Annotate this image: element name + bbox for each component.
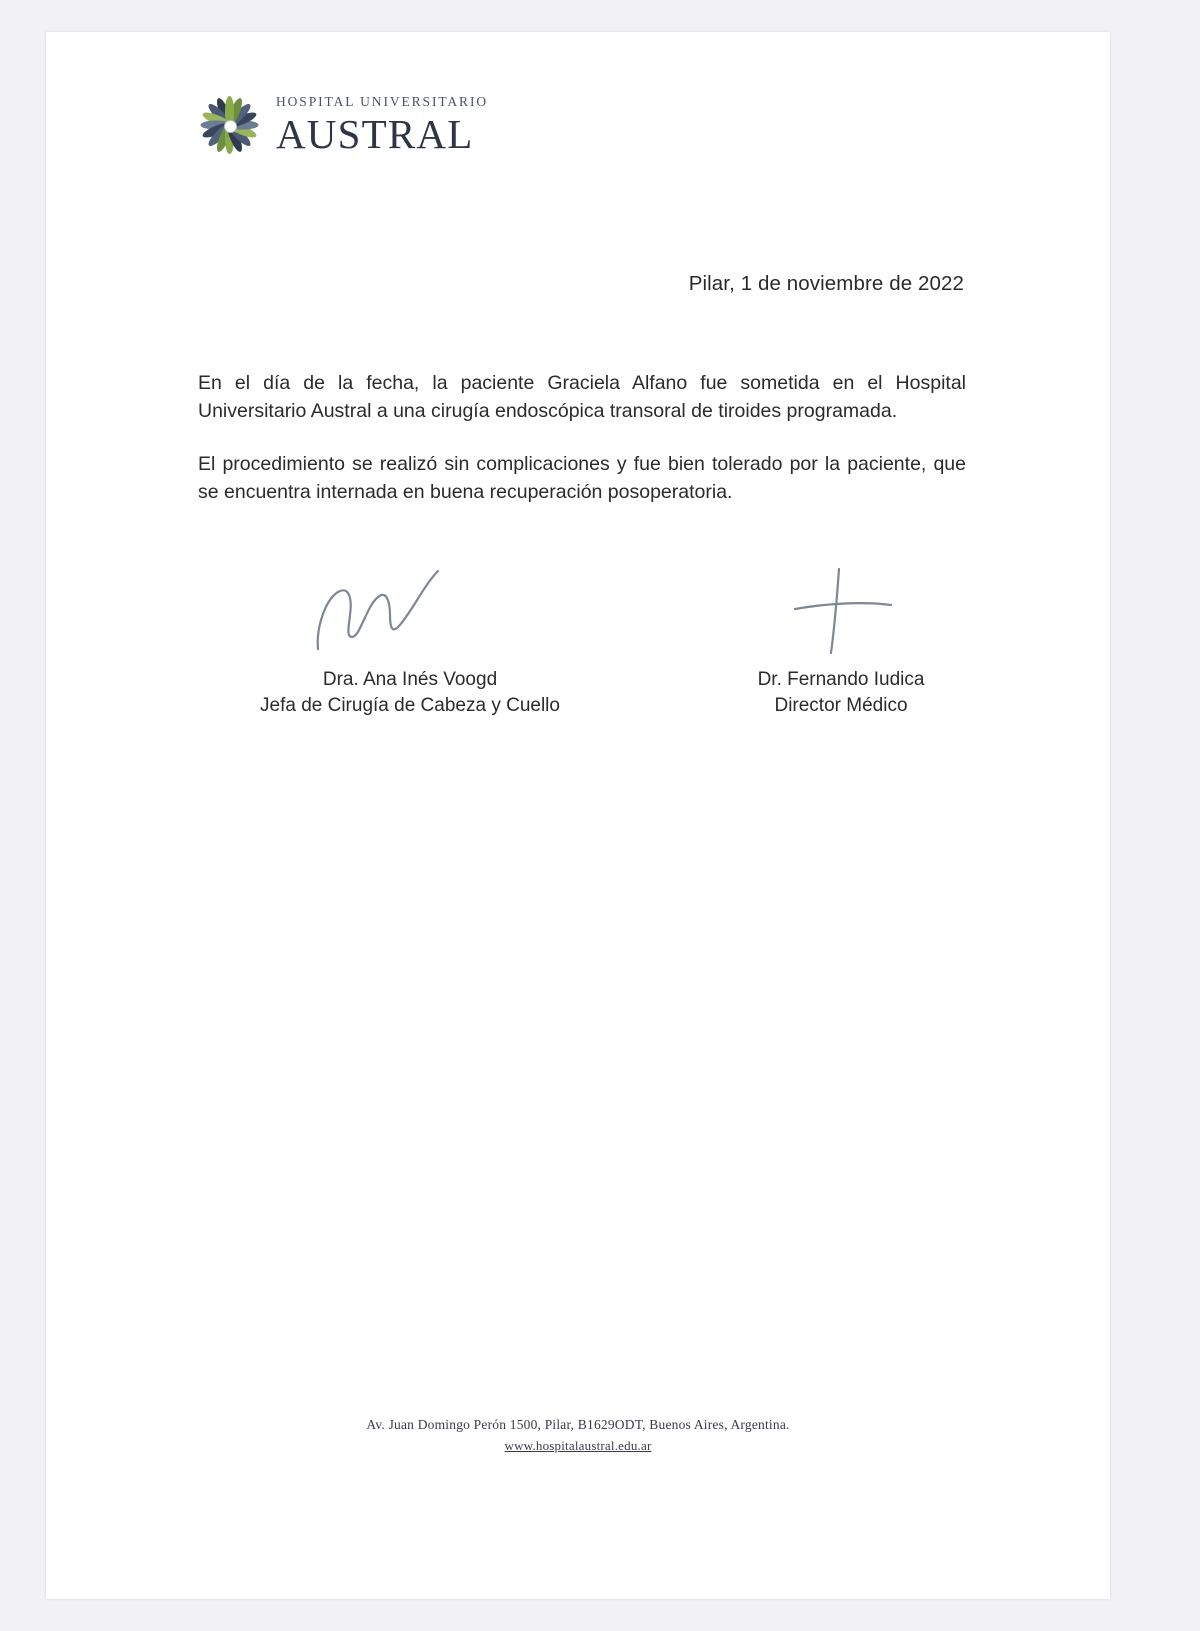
footer-address: Av. Juan Domingo Perón 1500, Pilar, B1629ODT, Buenos Aires, Argentina. <box>366 1417 790 1432</box>
brand-text <box>276 95 488 155</box>
signature-name-right: Dr. Fernando Iudica <box>757 669 925 690</box>
signature-role-right: Director Médico <box>774 694 908 716</box>
brand-subtitle: HOSPITAL UNIVERSITARIO <box>276 94 489 110</box>
signature-role-left: Jefa de Cirugía de Cabeza y Cuello <box>260 694 560 716</box>
austral-flower-logo-icon <box>196 92 262 158</box>
signature-block-left <box>230 557 590 719</box>
page-footer <box>46 1417 1110 1454</box>
letter-page <box>46 32 1110 1599</box>
footer-website[interactable]: www.hospitalaustral.edu.ar <box>504 1438 652 1453</box>
letterhead <box>196 92 488 158</box>
signature-area <box>198 557 988 787</box>
body-paragraph-2: El procedimiento se realizó sin complicaciones y fue bien tolerado por la paciente, que se encuentra internada en buena recuperación posoperatoria. <box>198 453 966 504</box>
document-date: Pilar, 1 de noviembre de 2022 <box>688 272 964 295</box>
handwritten-signature-icon <box>230 557 590 667</box>
logo-core <box>224 120 237 133</box>
document-body <box>198 370 966 507</box>
body-paragraph-1: En el día de la fecha, la paciente Graciela Alfano fue sometida en el Hospital Universitario Austral a una cirugía endoscópica transoral de tiroides programada. <box>198 372 966 422</box>
handwritten-cross-signature-icon <box>686 557 996 667</box>
brand-title: AUSTRAL <box>276 110 474 157</box>
signature-block-right <box>686 557 996 719</box>
signature-name-left: Dra. Ana Inés Voogd <box>322 669 498 690</box>
